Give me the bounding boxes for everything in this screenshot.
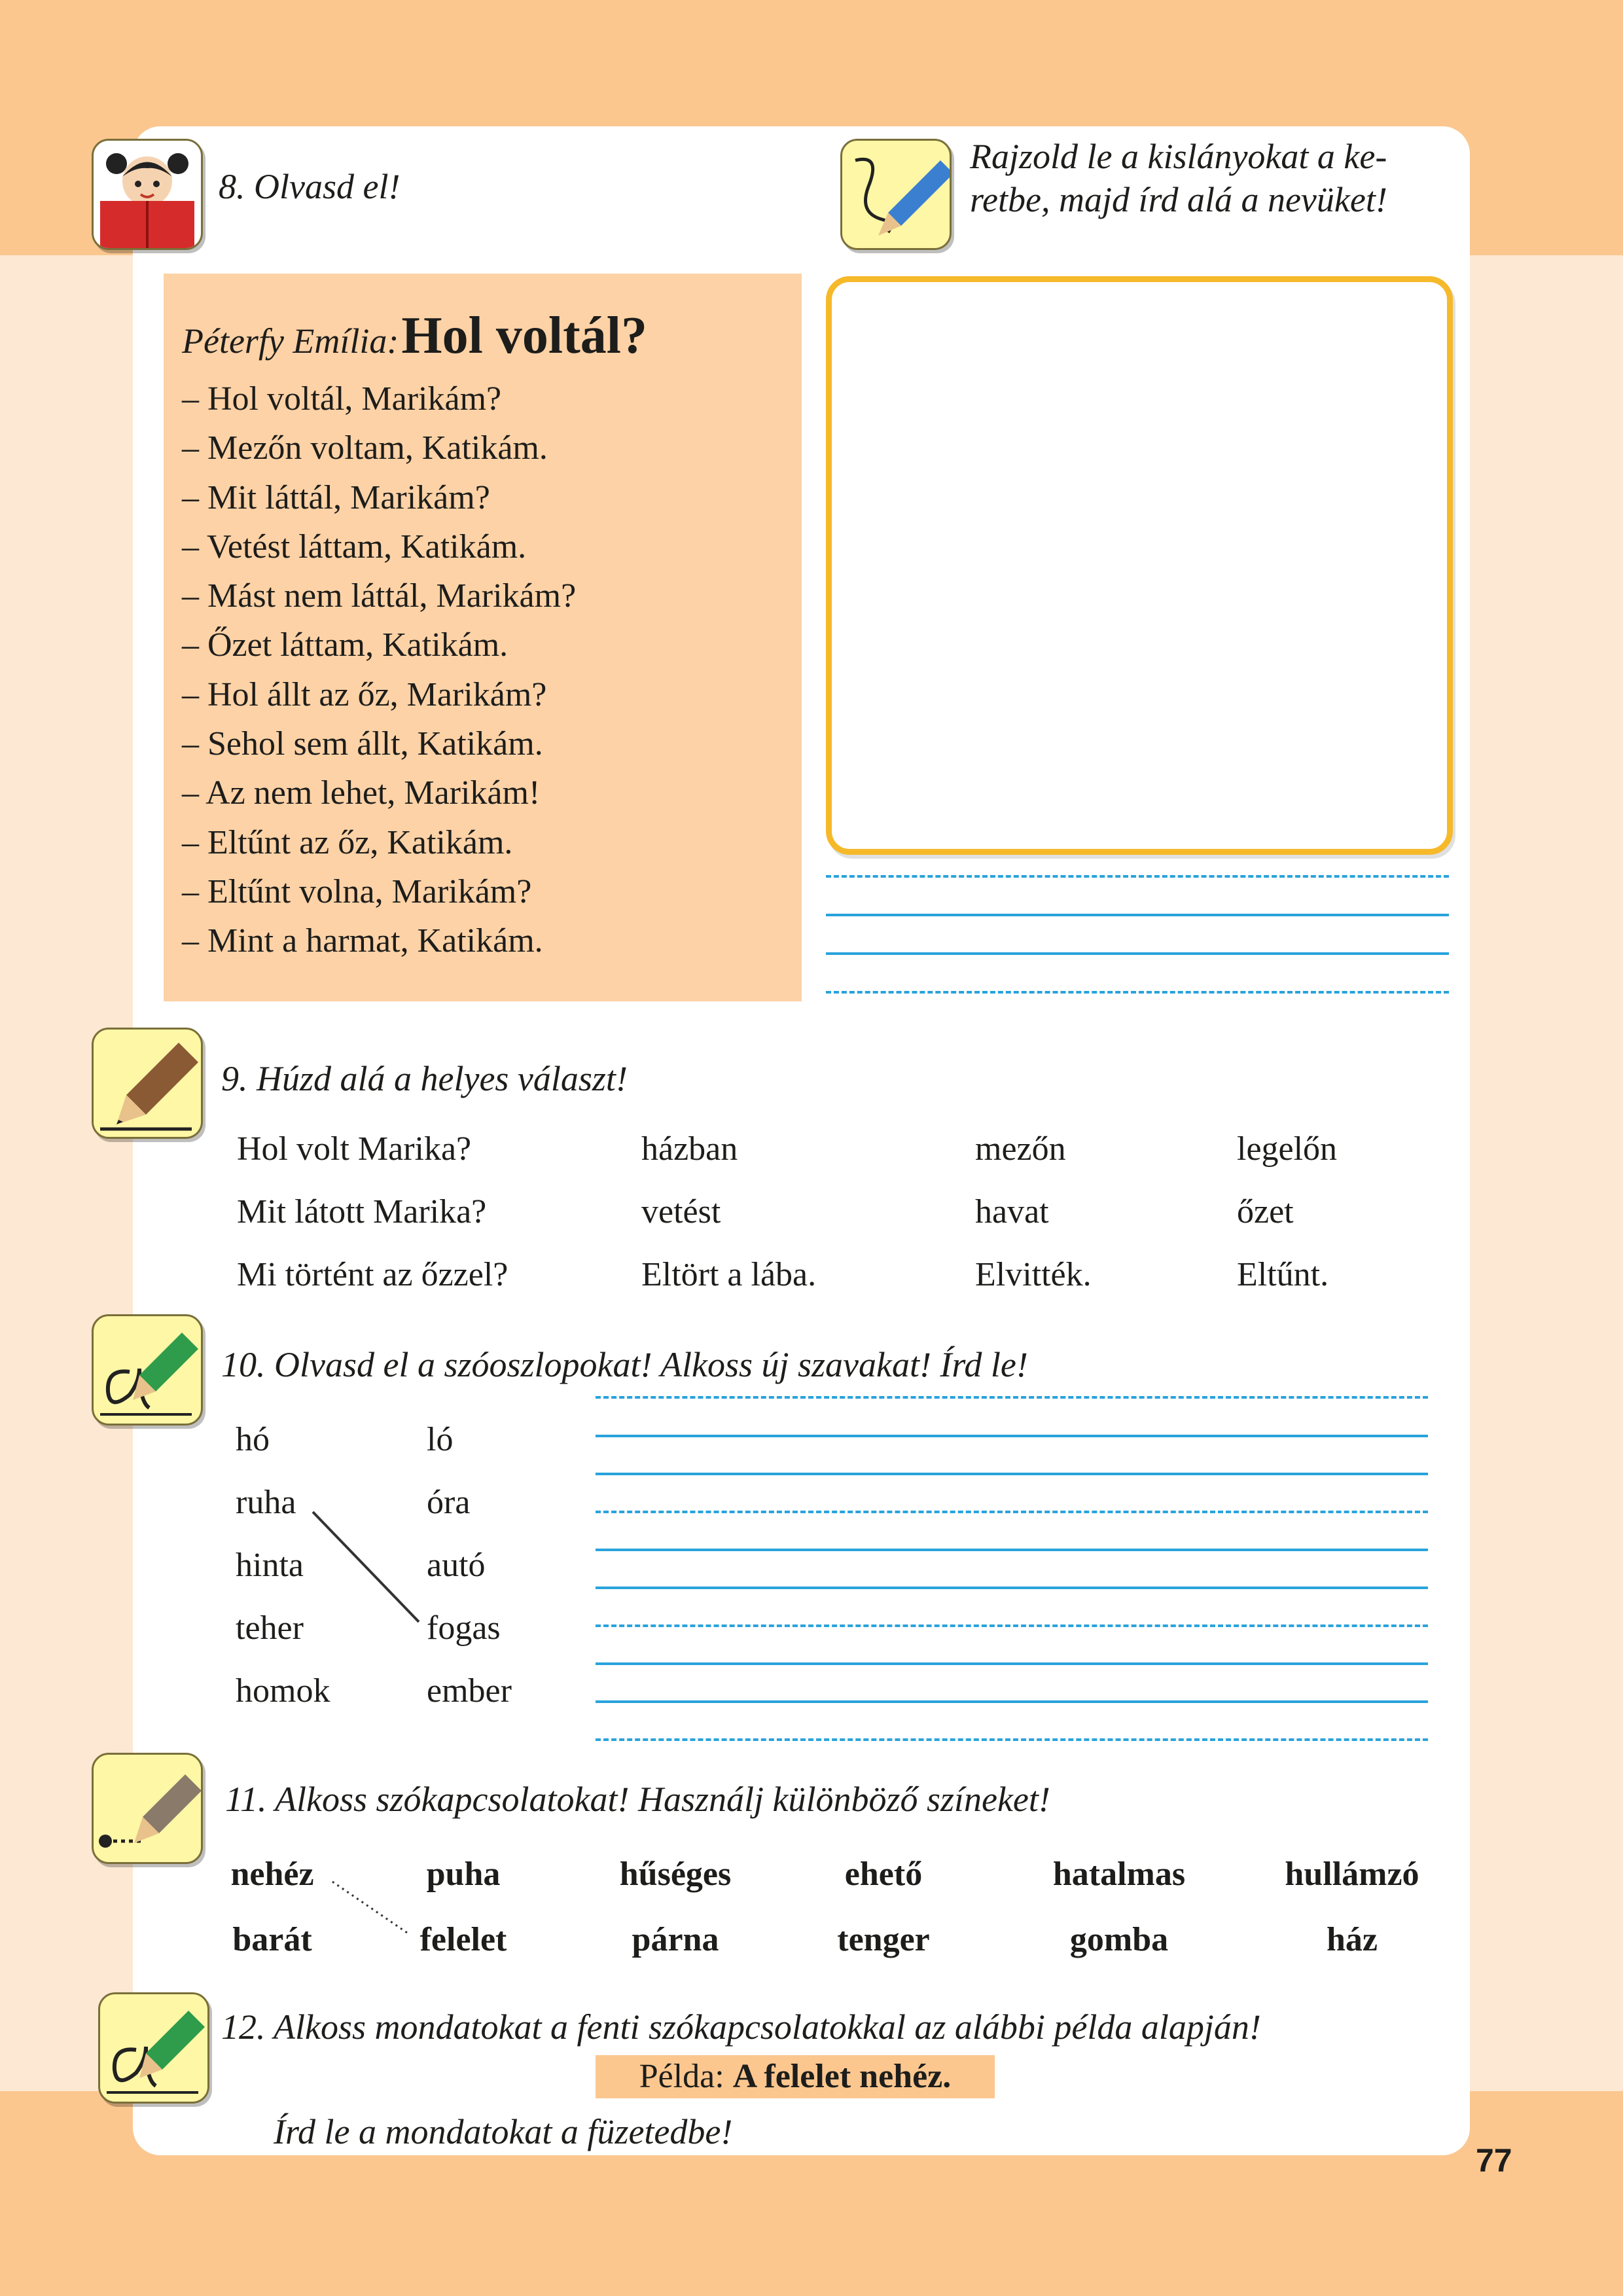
answer-option[interactable]: Eltört a lába. [641,1256,817,1293]
writing-line[interactable] [596,1549,1428,1551]
poem-line: – Hol voltál, Marikám? [182,380,502,418]
poem-line: – Mezőn voltam, Katikám. [182,429,548,467]
question: Hol volt Marika? [237,1130,472,1168]
task11-instruction: 11. Alkoss szókapcsolatokat! Használj különböző színeket! [225,1780,1050,1819]
example-box [596,2055,995,2098]
example-label: Példa: [639,2058,724,2095]
answer-option[interactable]: házban [641,1130,738,1168]
adjective-word[interactable]: hatalmas [1052,1856,1186,1893]
poem-line: – Mit láttál, Marikám? [182,478,490,516]
writing-line[interactable] [596,1738,1428,1741]
word-col2: ló [427,1421,454,1458]
adjective-word[interactable]: hullámzó [1285,1856,1419,1893]
writing-line[interactable] [596,1700,1428,1703]
answer-option[interactable]: Eltűnt. [1237,1256,1329,1293]
task12-instruction: 12. Alkoss mondatokat a fenti szókapcsolatokkal az alábbi példa alapján! [221,2007,1261,2047]
noun-word[interactable]: gomba [1069,1921,1169,1958]
poem-line: – Eltűnt volna, Marikám? [182,872,532,910]
writing-line[interactable] [596,1473,1428,1475]
connect-dots-pencil-icon [92,1753,203,1864]
word-col2: fogas [427,1609,501,1647]
writing-line[interactable] [596,1662,1428,1665]
task10-instruction: 10. Olvasd el a szóoszlopokat! Alkoss új szavakat! Írd le! [221,1345,1028,1384]
example-connector-line [313,1512,419,1622]
adjective-word[interactable]: nehéz [230,1856,314,1893]
poem-author: Péterfy Emília: [182,321,399,361]
adjective-word[interactable]: ehető [844,1856,923,1893]
word-col1: ruha [236,1484,296,1521]
noun-word[interactable]: párna [632,1921,719,1958]
example-sentence: A felelet nehéz. [732,2058,952,2095]
poem-line: – Hol állt az őz, Marikám? [182,675,547,713]
draw-instruction-line2: retbe, majd írd alá a nevüket! [970,180,1387,219]
poem-line: – Vetést láttam, Katikám. [182,528,527,565]
word-col1: hó [236,1421,270,1458]
cursive-pen-icon [98,1992,209,2104]
task9-instruction: 9. Húzd alá a helyes választ! [221,1059,628,1098]
noun-word[interactable]: tenger [837,1921,930,1958]
answer-option[interactable]: vetést [641,1193,721,1230]
poem-line: – Mást nem láttál, Marikám? [182,577,577,615]
adjective-word[interactable]: puha [426,1856,501,1893]
noun-word[interactable]: felelet [419,1921,507,1958]
poem-line: – Az nem lehet, Marikám! [182,774,541,812]
answer-option[interactable]: havat [975,1193,1049,1230]
word-col2: óra [427,1484,471,1521]
word-col2: autó [427,1547,486,1584]
answer-option[interactable]: őzet [1237,1193,1294,1230]
draw-instruction-line1: Rajzold le a kislányokat a ke- [970,137,1387,176]
poem-line: – Sehol sem állt, Katikám. [182,725,543,763]
writing-line[interactable] [596,1435,1428,1437]
word-col1: homok [236,1672,330,1710]
question: Mi történt az őzzel? [237,1256,508,1293]
answer-option[interactable]: mezőn [975,1130,1066,1168]
writing-line[interactable] [596,1624,1428,1627]
answer-option[interactable]: Elvitték. [975,1256,1092,1293]
word-col1: teher [236,1609,304,1647]
poem-line: – Mint a harmat, Katikám. [182,922,543,960]
writing-line[interactable] [596,1587,1428,1589]
word-col2: ember [427,1672,512,1710]
answer-option[interactable]: legelőn [1237,1130,1338,1168]
poem-title: Hol voltál? [401,307,647,365]
task8-instruction: 8. Olvasd el! [219,167,401,206]
poem-line: – Őzet láttam, Katikám. [182,626,508,664]
page-number: 77 [1476,2142,1512,2179]
question: Mit látott Marika? [237,1193,487,1230]
noun-word[interactable]: ház [1327,1921,1378,1958]
poem-line: – Eltűnt az őz, Katikám. [182,823,513,861]
noun-word[interactable]: barát [232,1921,312,1958]
word-col1: hinta [236,1547,304,1584]
task12-closing: Írd le a mondatokat a füzetedbe! [274,2112,733,2151]
adjective-word[interactable]: hűséges [619,1856,732,1893]
writing-line[interactable] [596,1396,1428,1399]
writing-line[interactable] [596,1511,1428,1513]
